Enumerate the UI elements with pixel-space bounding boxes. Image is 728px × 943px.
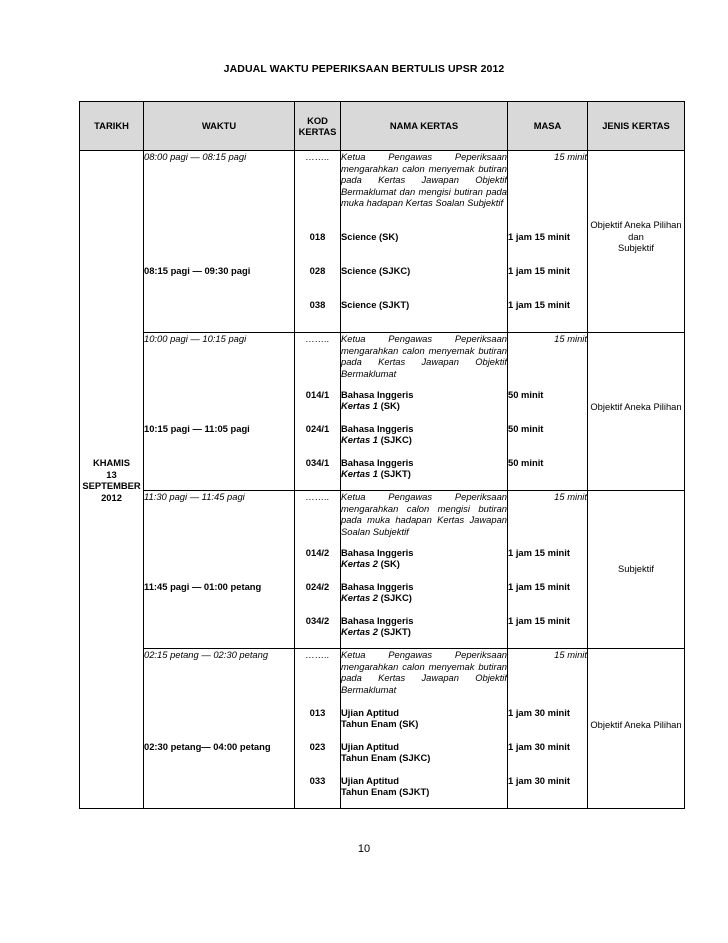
nama-cell	[341, 775, 508, 809]
nama-cell: Science (SK)	[341, 231, 508, 265]
masa-cell: 1 jam 15 minit	[508, 581, 588, 615]
kod-cell: ……..	[295, 491, 341, 547]
kod-cell: 033	[295, 775, 341, 809]
table-row	[80, 491, 685, 547]
masa-cell: 1 jam 15 minit	[508, 615, 588, 649]
nama-cell	[341, 423, 508, 457]
nama-line: Bahasa Inggeris	[341, 388, 414, 400]
kod-cell: 038	[295, 299, 341, 333]
nama-cell: Ketua Pengawas Peperiksaan mengarahkan calon mengisi butiran pada muka hadapan Kertas Jawapan Soalan Subjektif	[341, 491, 508, 547]
nama-cell	[341, 741, 508, 775]
masa-cell: 15 minit	[508, 649, 588, 707]
header-jenis-kertas: JENIS KERTAS	[588, 102, 685, 151]
nama-line: Tahun Enam (SJKC)	[341, 752, 431, 763]
jenis-line: Subjektif	[618, 242, 654, 253]
nama-line: Ujian Aptitud	[341, 774, 399, 786]
school-type: (SJKC)	[380, 592, 412, 603]
table-row	[80, 151, 685, 231]
waktu-cell: 10:00 pagi — 10:15 pagi	[144, 333, 295, 389]
masa-cell: 1 jam 15 minit	[508, 299, 588, 333]
nama-cell	[341, 707, 508, 741]
header-kod-kertas	[295, 102, 341, 151]
header-kod-line1: KOD	[307, 114, 328, 126]
tarikh-cell	[80, 151, 144, 809]
header-kod-line2: KERTAS	[298, 126, 337, 137]
nama-cell: Ketua Pengawas Peperiksaan mengarahkan calon menyemak butiran pada Kertas Jawapan Objektif Bermaklumat	[341, 649, 508, 707]
tarikh-date: 13	[106, 468, 117, 480]
jenis-line: Objektif Aneka Pilihan	[590, 219, 682, 230]
school-type: (SJKT)	[380, 626, 411, 637]
nama-cell: Ketua Pengawas Peperiksaan mengarahkan calon menyemak butiran pada Kertas Jawapan Objektif Bermaklumat	[341, 333, 508, 389]
nama-line	[341, 400, 507, 412]
waktu-cell	[144, 707, 295, 741]
kod-cell: 024/2	[295, 581, 341, 615]
kod-cell: 028	[295, 265, 341, 299]
kod-cell: 034/2	[295, 615, 341, 649]
school-type: (SK)	[380, 558, 400, 569]
table-row	[80, 333, 685, 389]
nama-line	[341, 592, 507, 604]
kertas-label: Kertas 2	[341, 592, 379, 603]
nama-cell: Science (SJKT)	[341, 299, 508, 333]
waktu-cell	[144, 615, 295, 649]
masa-cell: 15 minit	[508, 333, 588, 389]
nama-line: Bahasa Inggeris	[341, 456, 414, 468]
nama-cell	[341, 457, 508, 491]
nama-line	[341, 558, 507, 570]
masa-cell: 1 jam 30 minit	[508, 707, 588, 741]
jenis-line: dan	[628, 230, 644, 242]
page-number: 10	[357, 843, 371, 855]
masa-cell: 1 jam 15 minit	[508, 231, 588, 265]
page-title: JADUAL WAKTU PEPERIKSAAN BERTULIS UPSR 2012	[223, 63, 505, 75]
school-type: (SJKT)	[380, 468, 411, 479]
kod-cell: 034/1	[295, 457, 341, 491]
nama-line	[341, 626, 507, 638]
waktu-cell	[144, 299, 295, 333]
kertas-label: Kertas 1	[341, 434, 379, 445]
masa-cell: 1 jam 30 minit	[508, 775, 588, 809]
masa-cell: 15 minit	[508, 491, 588, 547]
masa-cell: 15 minit	[508, 151, 588, 231]
kod-cell: 014/1	[295, 389, 341, 423]
nama-cell: Science (SJKC)	[341, 265, 508, 299]
masa-cell: 1 jam 30 minit	[508, 741, 588, 775]
waktu-cell	[144, 457, 295, 491]
nama-line: Bahasa Inggeris	[341, 422, 414, 434]
nama-line: Bahasa Inggeris	[341, 580, 414, 592]
nama-line	[341, 468, 507, 480]
masa-cell: 50 minit	[508, 389, 588, 423]
nama-cell	[341, 389, 508, 423]
nama-line: Tahun Enam (SK)	[341, 718, 419, 729]
waktu-cell	[144, 547, 295, 581]
header-tarikh: TARIKH	[80, 102, 144, 151]
nama-cell	[341, 547, 508, 581]
kod-cell: 023	[295, 741, 341, 775]
table-row	[80, 649, 685, 707]
masa-cell: 50 minit	[508, 423, 588, 457]
waktu-cell: 08:00 pagi — 08:15 pagi	[144, 151, 295, 231]
waktu-cell: 10:15 pagi — 11:05 pagi	[144, 423, 295, 457]
jenis-cell: Subjektif	[588, 491, 685, 649]
kod-cell: ……..	[295, 151, 341, 231]
kertas-label: Kertas 2	[341, 558, 379, 569]
nama-cell	[341, 615, 508, 649]
kod-cell: 014/2	[295, 547, 341, 581]
waktu-cell: 11:45 pagi — 01:00 petang	[144, 581, 295, 615]
kod-cell: 018	[295, 231, 341, 265]
waktu-cell	[144, 231, 295, 265]
nama-line	[341, 434, 507, 446]
tarikh-day: KHAMIS	[93, 457, 130, 468]
school-type: (SK)	[380, 400, 400, 411]
kertas-label: Kertas 2	[341, 626, 379, 637]
masa-cell: 1 jam 15 minit	[508, 265, 588, 299]
masa-cell: 1 jam 15 minit	[508, 547, 588, 581]
kod-cell: 024/1	[295, 423, 341, 457]
waktu-cell: 02:30 petang— 04:00 petang	[144, 741, 295, 775]
nama-line: Bahasa Inggeris	[341, 546, 414, 558]
jenis-cell: Objektif Aneka Pilihan	[588, 649, 685, 809]
nama-line: Ujian Aptitud	[341, 706, 399, 718]
waktu-cell	[144, 775, 295, 809]
waktu-cell: 11:30 pagi — 11:45 pagi	[144, 491, 295, 547]
waktu-cell	[144, 389, 295, 423]
kod-cell: ……..	[295, 649, 341, 707]
kod-cell: 013	[295, 707, 341, 741]
kertas-label: Kertas 1	[341, 400, 379, 411]
kertas-label: Kertas 1	[341, 468, 379, 479]
jenis-cell	[588, 151, 685, 333]
nama-cell: Ketua Pengawas Peperiksaan mengarahkan calon menyemak butiran pada Kertas Jawapan Objektif Bermaklumat dan mengisi butiran pada muka hadapan Kertas Soalan Subjektif	[341, 151, 508, 231]
kod-cell: ……..	[295, 333, 341, 389]
tarikh-month: SEPTEMBER	[82, 480, 141, 491]
header-row	[80, 102, 685, 151]
masa-cell: 50 minit	[508, 457, 588, 491]
nama-line: Bahasa Inggeris	[341, 614, 414, 626]
jenis-cell: Objektif Aneka Pilihan	[588, 333, 685, 491]
exam-timetable	[79, 101, 685, 809]
nama-cell	[341, 581, 508, 615]
nama-line: Ujian Aptitud	[341, 740, 399, 752]
nama-line: Tahun Enam (SJKT)	[341, 786, 430, 797]
tarikh-year: 2012	[101, 491, 122, 503]
header-waktu: WAKTU	[144, 102, 295, 151]
school-type: (SJKC)	[380, 434, 412, 445]
header-nama-kertas: NAMA KERTAS	[341, 102, 508, 151]
header-masa: MASA	[508, 102, 588, 151]
waktu-cell: 02:15 petang — 02:30 petang	[144, 649, 295, 707]
waktu-cell: 08:15 pagi — 09:30 pagi	[144, 265, 295, 299]
